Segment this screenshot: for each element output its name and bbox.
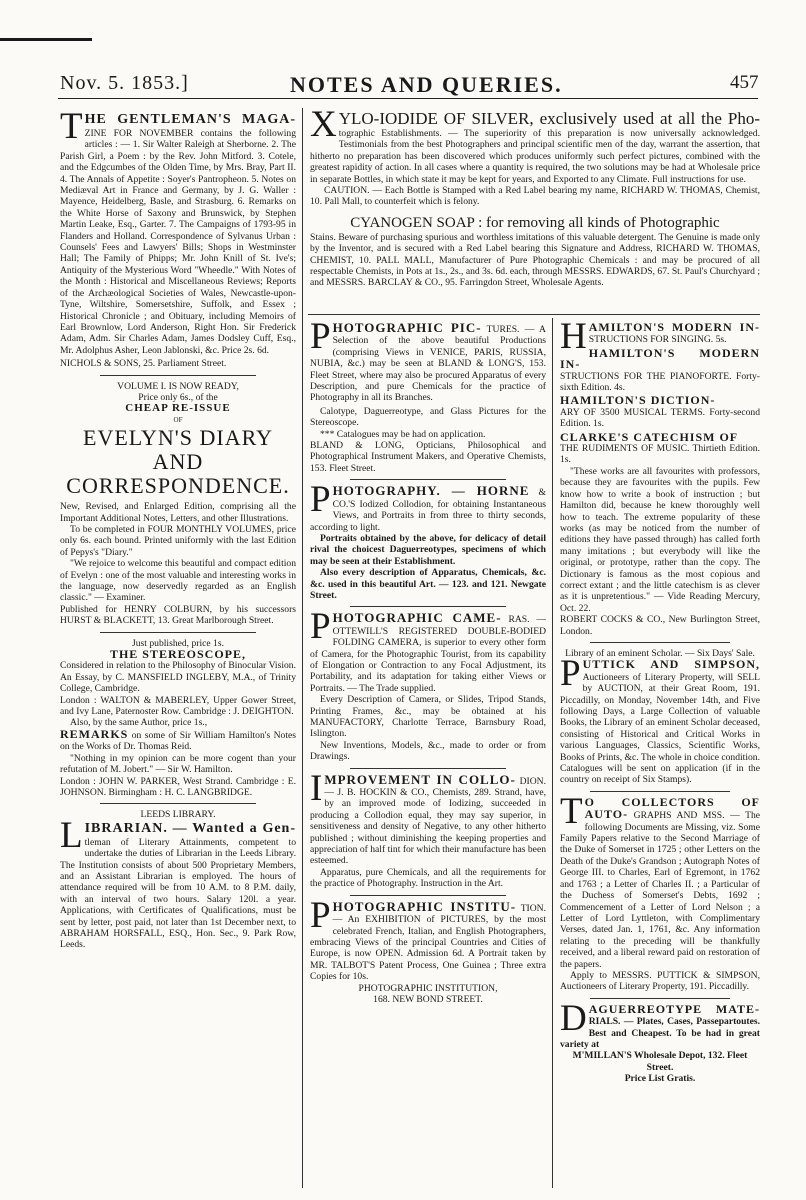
evelyn-body2: To be completed in FOUR MONTHLY VOLUMES, price only 6s. each bound. Printed uniformly with the last Edition of Pepys's "Diary." bbox=[60, 523, 296, 558]
remarks-body: on some of Sir William Hamilton's Notes on the Works of Dr. Thomas Reid. bbox=[60, 729, 296, 753]
hamilton-title4: CLARKE'S CATECHISM OF bbox=[560, 429, 739, 444]
stereo-line1: Just published, price 1s. bbox=[132, 637, 224, 649]
hockin-body2: Apparatus, pure Chemicals, and all the requirements for the practice of Photography. Instruction in the Art. bbox=[310, 866, 546, 890]
horne-body3: Also every description of Apparatus, Chemicals, &c. &c. used in this beautiful Art. — 123. and 121. Newgate Street. bbox=[310, 567, 546, 601]
top-wide-block bbox=[310, 110, 760, 310]
leeds-head: LEEDS LIBRARY. bbox=[140, 809, 216, 821]
header-title: NOTES AND QUERIES. bbox=[290, 72, 563, 97]
hamilton-quote: "These works are all favourites with professors, because they are favourites with the pupils. Few know how to write a book of instruction ; but Hamilton did, because he knew thoroughly well how to teach. The extreme popularity of these works (as may be noticed from the number of editions they have passed through) has called forth many imitations ; but everybody will like the original, or prototype, rather than the copy. The Dictionary is famous as the most copious and correct extant ; and the little catechism is as clever as it is unpretentious." — Vide Reading Mercury, Oct. 22. bbox=[560, 465, 760, 614]
evelyn-title: EVELYN'S DIARY AND CORRESPONDENCE. bbox=[66, 425, 290, 499]
middle-column bbox=[310, 322, 546, 1192]
ad-leeds-library bbox=[60, 809, 296, 950]
hamilton-sub3: ARY OF 3500 MUSICAL TERMS. Forty-second Edition. 1s. bbox=[560, 406, 760, 430]
separator bbox=[590, 791, 730, 792]
dropcap-p: P bbox=[310, 322, 331, 357]
column-rule-right bbox=[552, 318, 553, 1188]
evelyn-line3: CHEAP RE-ISSUE bbox=[125, 402, 231, 415]
ottewill-body3: New Inventions, Models, &c., made to order or from Drawings. bbox=[310, 739, 546, 763]
separator bbox=[350, 606, 506, 607]
ottewill-title: HOTOGRAPHIC CAME- bbox=[332, 610, 502, 626]
bland-title: HOTOGRAPHIC PIC- bbox=[332, 322, 482, 335]
gentleman-title: HE GENTLEMAN'S MAGA- bbox=[84, 112, 296, 127]
separator bbox=[100, 803, 256, 804]
dropcap-p: P bbox=[560, 653, 581, 695]
dropcap-l: L bbox=[60, 814, 83, 856]
header-page-number: 457 bbox=[730, 72, 759, 93]
xylo-body: tographic Establishments. — The superiority of this preparation is now universally acknowledged. Testimonials from the best Photographers and principal scientific men of the day, warrant the assertion, that hitherto no preparation has been discovered which produces uniformly such perfect pictures, combined with the greatest rapidity of action. In all cases where a quantity is required, the two solutions may be had at Wholesale price in separate Bottles, in which state it may be kept for years, and Exported to any Climate. Full instructions for use. bbox=[310, 128, 760, 185]
ad-daguerreotype bbox=[560, 997, 760, 1085]
wide-block-rule bbox=[308, 314, 760, 315]
ad-collectors-autographs bbox=[560, 790, 760, 993]
daguerre-body: RIALS. — Plates, Cases, Passepartoutes. Best and Cheapest. To be had in great variety at bbox=[560, 1016, 760, 1050]
bland-body3: *** Catalogues may be had on application. bbox=[320, 428, 486, 440]
evelyn-line1: VOLUME I. IS NOW READY, bbox=[117, 380, 239, 392]
ottewill-body: RAS. — OTTEWILL'S REGISTERED DOUBLE-BODIED FOLDING CAMERA, is superior to every other form of Camera, for the Photographic Tourist, from its capability of Elongation or Contraction to any Focal Adjustment, its Portability, and its adaptation for taking either Views or Portraits. — The Trade supplied. bbox=[310, 614, 546, 694]
ad-hockin bbox=[310, 767, 546, 890]
hamilton-footer: ROBERT COCKS & CO., New Burlington Street, London. bbox=[560, 614, 760, 637]
collectors-title: O COLLECTORS OF AUTO- bbox=[584, 794, 760, 822]
institution-footer2: 168. NEW BOND STREET. bbox=[373, 993, 483, 1005]
dropcap-x: X bbox=[310, 110, 337, 145]
separator bbox=[590, 998, 730, 999]
gentleman-footer: NICHOLS & SONS, 25. Parliament Street. bbox=[60, 358, 227, 370]
daguerre-footer1: M'MILLAN'S Wholesale Depot, 132. Fleet Street. bbox=[572, 1050, 748, 1073]
institution-title: HOTOGRAPHIC INSTITU- bbox=[332, 898, 517, 914]
puttick-intro: Library of an eminent Scholar. — Six Days' Sale. bbox=[565, 647, 755, 659]
stereo-also: Also, by the same Author, price 1s., bbox=[70, 717, 208, 729]
left-column bbox=[60, 112, 296, 1192]
ottewill-body2: Every Description of Camera, or Slides, Tripod Stands, Printing Frames, &c., may be obtained at his MANUFACTORY, Charlotte Terrace, Barnsbury Road, Islington. bbox=[310, 694, 546, 740]
dropcap-d: D bbox=[560, 997, 587, 1039]
header-date: Nov. 5. 1853.] bbox=[60, 72, 189, 94]
dropcap-h: H bbox=[560, 322, 587, 357]
separator bbox=[100, 375, 256, 376]
collectors-apply: Apply to MESSRS. PUTTICK & SIMPSON, Auctioneers of Literary Property, 191. Piccadilly. bbox=[560, 969, 760, 993]
puttick-body: Auctioneers of Literary Property, will SELL by AUCTION, at their Great Room, 191. Piccadilly, on Monday, November 14th, and Five following Days, a Large Collection of valuable Books, the Library of an eminent Scholar deceased, consisting of Historical and Critical Works in various Languages, Classics, Scientific Works, Books of Prints, &c. The whole in choice condition. Catalogues will be sent on application (if in the country on receipt of Six Stamps). bbox=[560, 671, 760, 786]
cyanogen-title: CYANOGEN SOAP : for removing all kinds of Photographic bbox=[350, 214, 720, 231]
hamilton-title1: AMILTON'S MODERN IN- bbox=[588, 322, 760, 334]
horne-title: HOTOGRAPHY. — HORNE bbox=[332, 483, 530, 499]
horne-body2: Portraits obtained by the above, for delicacy of detail rival the choicest Daguerreotypes, specimens of which may be seen at their Establishment. bbox=[310, 532, 546, 567]
column-rule-left bbox=[302, 108, 303, 1188]
institution-body: TION. — An EXHIBITION of PICTURES, by the most celebrated French, Italian, and English Photographers, embracing Views of the principal Countries and Cities of Europe, is now OPEN. Admission 6d. A Portrait taken by MR. TALBOT'S Patent Process, One Guinea ; Three extra Copies for 10s. bbox=[310, 902, 546, 983]
evelyn-line4: OF bbox=[173, 415, 183, 424]
remarks-title: REMARKS bbox=[60, 726, 129, 741]
separator bbox=[590, 642, 730, 643]
stereo-london2: London : JOHN W. PARKER, West Strand. Cambridge : E. JOHNSON. Birmingham : H. C. LANGBRIDGE. bbox=[60, 775, 296, 798]
top-rule bbox=[0, 38, 92, 41]
cyanogen-body: Stains. Beware of purchasing spurious and worthless imitations of this valuable detergent. The Genuine is made only by the Inventor, and is secured with a Red Label bearing this Signature and Address, RICHARD W. THOMAS, CHEMIST, 10. PALL MALL, Manufacturer of Pure Photographic Chemicals : and may be procured of all respectable Chemists, in Pots at 1s., 2s., and 3s. 6d. each, through MESSRS. EDWARDS, 67. St. Paul's Churchyard ; and MESSRS. BARCLAY & CO., 95. Farringdon Street, Wholesale Agents. bbox=[310, 231, 760, 289]
dropcap-t: T bbox=[560, 790, 583, 832]
separator bbox=[350, 895, 506, 896]
ad-photographic-institution bbox=[310, 894, 546, 1006]
institution-footer1: PHOTOGRAPHIC INSTITUTION, bbox=[358, 982, 498, 994]
dropcap-p: P bbox=[310, 479, 331, 521]
header-rule bbox=[58, 98, 758, 99]
puttick-title: UTTICK AND SIMPSON, bbox=[582, 657, 760, 672]
ad-cyanogen-soap bbox=[310, 214, 760, 289]
evelyn-publisher: Published for HENRY COLBURN, by his successors HURST & BLACKETT, 13. Great Marlborough Street. bbox=[60, 603, 296, 627]
dropcap-t: T bbox=[60, 112, 83, 147]
ad-evelyn-diary bbox=[60, 381, 296, 627]
ad-hamilton bbox=[560, 322, 760, 637]
separator bbox=[100, 632, 256, 633]
bland-footer: BLAND & LONG, Opticians, Philosophical and Photographical Instrument Makers, and Operative Chemists, 153. Fleet Street. bbox=[310, 440, 546, 474]
collectors-body: GRAPHS AND MSS. — The following Documents are Missing, viz. Some Family Papers relative to the Second Marriage of the Duke of Somerset in 1725 ; other Letters on the Death of the Duke's Grandson ; Autograph Notes of George III. to Charles, Earl of Egremont, in 1762 and 1763 ; a Letter of Charles II. ; a Particular of the Duchess of Somerset's Debts, 1692 ; Commencement of a Letter of Lord Nelson ; a Letter of Lord Lyttleton, with Complimentary Verses, dated Jan. 1, 1761, &c. Any information relating to the preceding will be thankfully received, and a liberal reward paid on restoration of the papers. bbox=[560, 810, 760, 970]
hamilton-title3: HAMILTON'S DICTION- bbox=[560, 393, 716, 408]
hamilton-sub1: STRUCTIONS FOR SINGING. 5s. bbox=[588, 334, 727, 346]
xylo-title: YLO-IODIDE OF SILVER, exclusively used at all the Pho- bbox=[338, 110, 760, 128]
hockin-title: MPROVEMENT IN COLLO- bbox=[324, 771, 516, 787]
ad-horne bbox=[310, 479, 546, 601]
gentleman-body: ZINE FOR NOVEMBER contains the following articles : — 1. Sir Walter Raleigh at Sherborne. 2. The Parish Girl, a Poem : by the Rev. John Mitford. 3. Cotele, and the Edgcumbes of the Olden Time, by Mrs. Bray, Part II. 4. The Annals of Appetite : Soyer's Pantropheon. 5. Notes on Mediæval Art in France and Germany, by J. G. Waller : Mayence, Heidelberg, Basle, and Strasburg. 6. Remarks on the White Horse of Saxony and Brunswick, by Stephen Martin Leake, Esq., Garter. 7. The Campaigns of 1793-95 in Flanders and Holland. Correspondence of Sylvanus Urban : Counsels' Fees and Lawyers' Bills; Shops in Westminster Hall; The Family of Phipps; Mr. John Knill of St. Ive's; Antiquity of the Mysterious Word "Wheedle." With Notes of the Month : Historical and Miscellaneous Reviews; Reports of the Archæological Societies of Wales, Newcastle-upon-Tyne, Wiltshire, Somersetshire, Suffolk, and Essex ; Historical Chronicle ; and Obituary, including Memoirs of Earl Brownlow, Lord Anderson, Right Hon. Sir Frederick Adam, Adm. Sir Charles Adam, James Dodsley Cuff, Esq., Mr. Adolphus Asher, Leon Jablonski, &c. Price 2s. 6d. bbox=[60, 128, 296, 356]
leeds-title: IBRARIAN. — Wanted a Gen- bbox=[84, 820, 296, 836]
hamilton-sub4: THE RUDIMENTS OF MUSIC. Thirtieth Edition. 1s. bbox=[560, 443, 760, 466]
ad-gentlemans-magazine bbox=[60, 112, 296, 370]
evelyn-body1: New, Revised, and Enlarged Edition, comprising all the Important Additional Notes, Letters, and other Illustrations. bbox=[60, 501, 296, 524]
ad-ottewill bbox=[310, 606, 546, 763]
horne-body: & CO.'S Iodized Collodion, for obtaining Instantaneous Views, and Portraits in from three to thirty seconds, according to light. bbox=[310, 487, 546, 533]
hamilton-sub2: STRUCTIONS FOR THE PIANOFORTE. Forty-sixth Edition. 4s. bbox=[560, 370, 760, 394]
dropcap-p: P bbox=[310, 894, 331, 936]
xylo-caution: CAUTION. — Each Bottle is Stamped with a Red Label bearing my name, RICHARD W. THOMAS, Chemist, 10. Pall Mall, to counterfeit which is felony. bbox=[310, 185, 760, 208]
dropcap-i: I bbox=[310, 767, 323, 809]
evelyn-line2: Price only 6s., of the bbox=[138, 391, 218, 403]
stereo-london: London : WALTON & MABERLEY, Upper Gower Street, and Ivy Lane, Paternoster Row. Cambridge : J. DEIGHTON. bbox=[60, 694, 296, 718]
dropcap-p: P bbox=[310, 606, 331, 648]
ad-stereoscope bbox=[60, 638, 296, 799]
daguerre-footer2: Price List Gratis. bbox=[624, 1073, 696, 1085]
right-column bbox=[560, 322, 760, 1192]
separator bbox=[350, 479, 506, 480]
stereo-quote: "Nothing in my opinion can be more cogent than your refutation of M. Jobert." — Sir W. Hamilton. bbox=[60, 752, 296, 776]
hamilton-title2: HAMILTON'S MODERN IN- bbox=[560, 345, 760, 372]
leeds-body: tleman of Literary Attainments, competent to undertake the duties of Librarian in the Leeds Library. The Institution consists of about 500 Proprietary Members, and an Assistant Librarian is employed. The hours of attendance required will be from 10 A.M. to 8 P.M. daily, with an interval of two hours. Salary 120l. a year. Applications, with Certificates of Qualifications, must be sent by letter, post paid, not later than 1st December next, to ABRAHAM HORSFALL, ESQ., Hon. Sec., 9. Park Row, Leeds. bbox=[60, 836, 296, 951]
stereo-title: THE STEREOSCOPE, bbox=[109, 647, 247, 662]
evelyn-quote: "We rejoice to welcome this beautiful and compact edition of Evelyn : one of the most valuable and interesting works in the language, now deservedly regarded as an English classic." — Examiner. bbox=[60, 558, 296, 604]
daguerre-title: AGUERREOTYPE MATE- bbox=[588, 1001, 760, 1016]
bland-body: TURES. — A Selection of the above beautiful Productions (comprising Views in VENICE, PARIS, RUSSIA, NUBIA, &c.) may be seen at BLAND & LONG'S, 153. Fleet Street, where may also be procured Apparatus of every Description, and pure Chemicals for the practice of Photography in all its Branches. bbox=[310, 324, 546, 404]
ad-puttick-sale bbox=[560, 648, 760, 786]
ad-xylo-iodide bbox=[310, 110, 760, 208]
stereo-body: Considered in relation to the Philosophy of Binocular Vision. An Essay, by C. MANSFIELD INGLEBY, M.A., of Trinity College, Cambridge. bbox=[60, 660, 296, 695]
bland-body2: Calotype, Daguerreotype, and Glass Pictures for the Stereoscope. bbox=[310, 405, 546, 429]
hockin-body: DION. — J. B. HOCKIN & CO., Chemists, 289. Strand, have, by an improved mode of Iodizing, succeeded in producing a Collodion equal, they may say superior, in sensitiveness and density of Negative, to any other hitherto published ; without diminishing the keeping properties and appreciation of half tint for which their manufacture has been esteemed. bbox=[310, 775, 546, 867]
separator bbox=[350, 768, 506, 769]
ad-bland-long bbox=[310, 322, 546, 474]
